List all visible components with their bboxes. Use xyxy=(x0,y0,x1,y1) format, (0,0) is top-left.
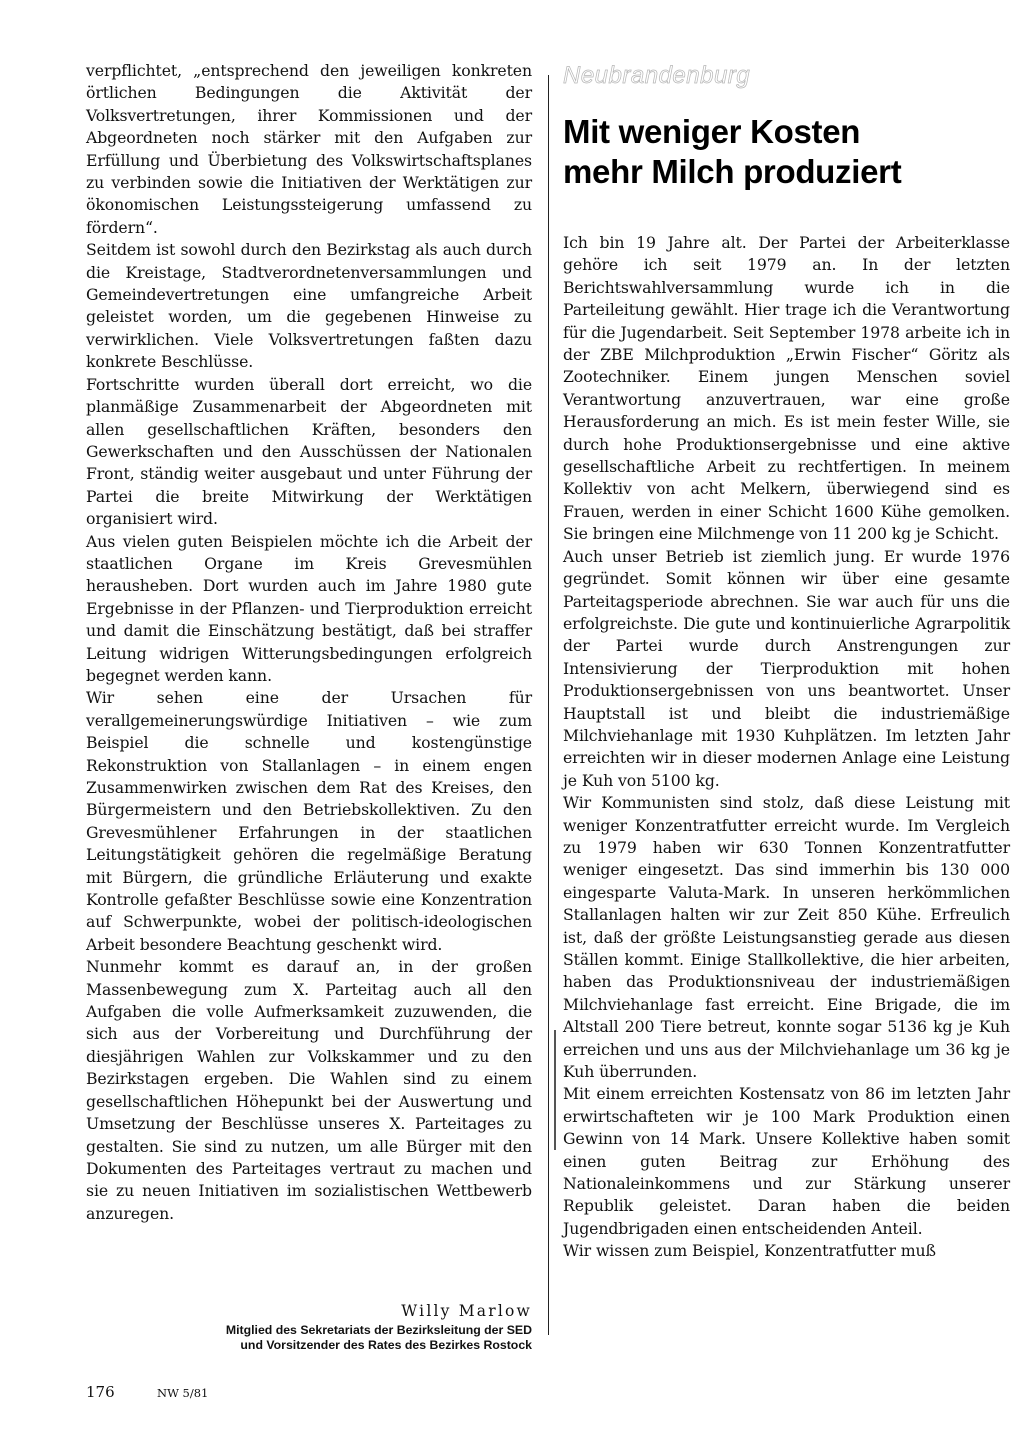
column-divider xyxy=(548,75,549,1335)
section-kicker: Neubrandenburg xyxy=(563,62,751,89)
headline-line: Mit weniger Kosten xyxy=(563,113,861,150)
paragraph: Wir wissen zum Beispiel, Konzentratfutter muß xyxy=(563,1241,936,1261)
paragraph: Aus vielen guten Beispielen möchte ich die Arbeit der staatlichen Organe im Kreis Grevesmühlen herausheben. Dort wurden auch im Jahre 1980 gute Ergebnisse in der Pflanzen- und Tierproduktion erreicht und damit die Einschätzung bestätigt, daß bei straffer Leitung widrigen Witterungsbedingungen erfolgreich begegnet werden kann. xyxy=(86,531,532,685)
column-divider-mark xyxy=(554,1030,556,1150)
paragraph: Ich bin 19 Jahre alt. Der Partei der Arbeiterklasse gehöre ich seit 1979 an. In der letzten Berichtswahlversammlung wurde ich in die Parteileitung gewählt. Hier trage ich die Verantwortung für die Jugendarbeit. Seit September 1978 arbeite ich in der ZBE Milchproduktion „Erwin Fischer“ Göritz als Zootechniker. Einem jungen Menschen soviel Verantwortung anzuvertrauen, war eine große Herausforderung an mich. Es ist mein fester Wille, sie durch hohe Produktionsergebnisse und eine aktive gesellschaftliche Arbeit zu rechtfertigen. In meinem Kollektiv von acht Melkern, überwiegend sind es Frauen, werden in einer Schicht 1600 Kühe gemolken. Sie bringen eine Milchmenge von 11 200 kg je Schicht. xyxy=(563,233,1010,544)
author-role xyxy=(86,1323,532,1353)
author-role-line: und Vorsitzender des Rates des Bezirkes Rostock xyxy=(240,1338,532,1352)
paragraph: Fortschritte wurden überall dort erreicht, wo die planmäßige Zusammenarbeit der Abgeordneten mit allen gesellschaftlichen Kräften, besonders den Gewerkschaften und den Ausschüssen der Nationalen Front, ständig weiter ausgebaut und unter Führung der Partei die breite Mitwirkung der Werktätigen organisiert wird. xyxy=(86,374,532,529)
paragraph: Seitdem ist sowohl durch den Bezirkstag als auch durch die Kreistage, Stadtverordnetenversammlungen und Gemeindevertretungen eine umfangreiche Arbeit geleistet worden, um die gegebenen Hinweise zu verwirklichen. Viele Volksvertretungen faßten dazu konkrete Beschlüsse. xyxy=(86,240,532,372)
right-column xyxy=(563,232,1010,1263)
paragraph: Wir sehen eine der Ursachen für verallgemeinerungswürdige Initiativen – wie zum Beispiel die schnelle und kostengünstige Rekonstruktion von Stallanlagen – in einem engen Zusammenwirken zwischen dem Rat des Kreises, den Bürgermeistern und den Betriebskollektiven. Zu den Grevesmühlener Erfahrungen in der staatlichen Leitungstätigkeit gehören die regelmäßige Beratung mit Bürgern, die gründliche Erläuterung und exakte Kontrolle gefaßter Beschlüsse sowie eine Konzentration auf Schwerpunkte, wobei der politisch-ideologischen Arbeit besondere Beachtung geschenkt wird. xyxy=(86,688,532,954)
paragraph: Auch unser Betrieb ist ziemlich jung. Er wurde 1976 gegründet. Somit können wir über eine gesamte Parteitagsperiode abrechnen. Sie war auch für uns die erfolgreichste. Die gute und kontinuierliche Agrarpolitik der Partei wurde durch Anstrengungen zur Intensivierung der Tierproduktion mit hohen Produktionsergebnissen von uns beantwortet. Unser Hauptstall ist und bleibt die industriemäßige Milchviehanlage mit 1930 Kuhplätzen. Im letzten Jahr erreichten wir in dieser modernen Anlage eine Leistung je Kuh von 5100 kg. xyxy=(563,546,1010,790)
left-column xyxy=(86,60,532,1225)
author-name: Willy Marlow xyxy=(401,1302,532,1320)
paragraph: Mit einem erreichten Kostensatz von 86 im letzten Jahr erwirtschafteten wir je 100 Mark Produktion einen Gewinn von 14 Mark. Unsere Kollektive haben somit einen guten Beitrag zur Erhöhung des Nationaleinkommens und zur Stärkung unserer Republik geleistet. Daran haben die beiden Jugendbrigaden einen entscheidenden Anteil. xyxy=(563,1084,1010,1238)
issue-label: NW 5/81 xyxy=(157,1386,209,1400)
paragraph: verpflichtet, „entsprechend den jeweiligen konkreten örtlichen Bedingungen die Aktivität der Volksvertretungen, ihrer Kommissionen und der Abgeordneten noch stärker mit den Aufgaben zur Erfüllung und Überbietung des Volkswirtschaftsplanes zu verbinden sowie die Initiativen der Werktätigen zur ökonomischen Leistungssteigerung umfassend zu fördern“. xyxy=(86,61,532,237)
paragraph: Wir Kommunisten sind stolz, daß diese Leistung mit weniger Konzentratfutter erreicht wurde. Im Vergleich zu 1979 haben wir 630 Tonnen Konzentratfutter weniger eingesetzt. Das sind immerhin bis 130 000 eingesparte Valuta-Mark. In unseren herkömmlichen Stallanlagen halten wir zur Zeit 850 Kühe. Erfreulich ist, daß der größte Leistungsanstieg gerade aus diesen Ställen kommt. Einige Stallkollektive, die hier arbeiten, haben das Produktionsniveau der industriemäßigen Milchviehanlage fast erreicht. Eine Brigade, die im Altstall 200 Tiere betreut, konnte sogar 5136 kg je Kuh erreichen und uns aus der Milchviehanlage um 36 kg je Kuh überrunden. xyxy=(563,793,1010,1082)
page-number: 176 xyxy=(86,1383,115,1401)
author-role-line: Mitglied des Sekretariats der Bezirksleitung der SED xyxy=(225,1323,532,1337)
paragraph: Nunmehr kommt es darauf an, in der großen Massenbewegung zum X. Parteitag auch all den Aufgaben die volle Aufmerksamkeit zuzuwenden, die sich aus der Vorbereitung und Durchführung der diesjährigen Wahlen zur Volkskammer und zu den Bezirkstagen ergeben. Die Wahlen sind zu einem gesellschaftlichen Höhepunkt bei der Auswertung und Umsetzung der Beschlüsse unseres X. Parteitages zu gestalten. Sie sind zu nutzen, um alle Bürger mit den Dokumenten des Parteitages vertraut zu machen und sie zu neuen Initiativen im sozialistischen Wettbewerb anzuregen. xyxy=(86,957,532,1223)
article-headline xyxy=(563,112,1013,192)
headline-line: mehr Milch produziert xyxy=(563,153,902,190)
